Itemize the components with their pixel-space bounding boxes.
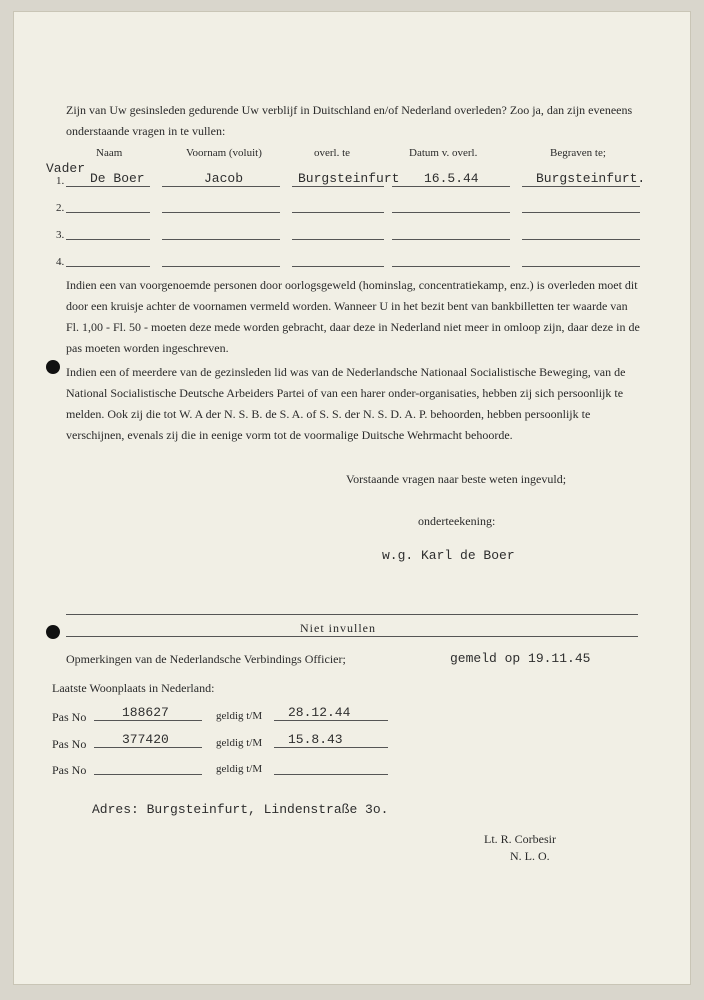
cell-overl-te: Burgsteinfurt (298, 171, 400, 186)
fill-line (66, 239, 150, 240)
side-label-vader: Vader (46, 161, 86, 176)
pass-number: 377420 (122, 732, 169, 747)
fill-line (162, 266, 280, 267)
fill-line (292, 186, 384, 187)
fill-line (292, 239, 384, 240)
header-overl-te: overl. te (314, 147, 351, 159)
row-number: 3. (56, 229, 65, 241)
instructions-war-victims: Indien een van voorgenoemde personen door oorlogsgeweld (hominslag, concentratiekamp, enz.) is overleden moet dit door een kruisje achter de voornamen vermeld worden. Wanneer U in het bezit bent van bankbilletten ter waarde van Fl. 1,00 - Fl. 50 - moeten deze mede worden gebracht, daar deze in Nederland niet meer in omloop zijn, daar deze in de pas moeten worden ingeschreven. (66, 278, 640, 355)
cell-datum: 16.5.44 (424, 171, 479, 186)
fill-line (274, 774, 388, 775)
pass-number: 188627 (122, 705, 169, 720)
punch-hole-top (46, 360, 60, 374)
valid-label: geldig t/M (216, 763, 263, 775)
pass-label: Pas No (52, 710, 87, 724)
official-heading: Niet invullen (300, 621, 376, 635)
fill-line (292, 266, 384, 267)
fill-line (274, 747, 388, 748)
fill-line (392, 212, 510, 213)
row-number: 1. (56, 175, 65, 187)
pass-label: Pas No (52, 763, 87, 777)
address-value: Adres: Burgsteinfurt, Lindenstraße 3o. (92, 802, 389, 817)
fill-line (162, 186, 280, 187)
fill-line (292, 212, 384, 213)
pass-valid-date: 15.8.43 (288, 732, 343, 747)
fill-line (66, 266, 150, 267)
section-divider (66, 636, 638, 637)
fill-line (392, 239, 510, 240)
header-begraven: Begraven te; (550, 147, 606, 159)
fill-line (522, 212, 640, 213)
valid-label: geldig t/M (216, 737, 263, 749)
header-naam: Naam (96, 147, 123, 159)
fill-line (66, 186, 150, 187)
fill-line (522, 186, 640, 187)
remarks-value: gemeld op 19.11.45 (450, 651, 591, 666)
row-number: 2. (56, 202, 65, 214)
intro-text: Zijn van Uw gesinsleden gedurende Uw verblijf in Duitschland en/of Nederland overleden? Zoo ja, dan zijn eveneens onderstaande vragen in te vullen: (66, 103, 633, 138)
cell-begraven: Burgsteinfurt. (536, 171, 646, 186)
last-address-label: Laatste Woonplaats in Nederland: (52, 681, 215, 695)
cell-voornaam: Jacob (204, 171, 244, 186)
fill-line (162, 212, 280, 213)
punch-hole-bottom (46, 625, 60, 639)
row-number: 4. (56, 256, 65, 268)
header-voornaam: Voornam (voluit) (186, 147, 262, 159)
fill-line (94, 774, 202, 775)
pass-valid-date: 28.12.44 (288, 705, 351, 720)
signature-label: onderteekening: (418, 514, 496, 528)
fill-line (94, 720, 202, 721)
cell-naam: De Boer (90, 171, 145, 186)
fill-line (274, 720, 388, 721)
fill-line (392, 266, 510, 267)
fill-line (94, 747, 202, 748)
instructions-nsb-members: Indien een of meerdere van de gezinsleden lid was van de Nederlandsche Nationaal Socialistische Beweging, van de National Socialistische Deutsche Arbeiders Partei of van een harer onder-organisaties, hebben zij sich persoonlijk te melden. Ook zij die tot W. A der N. S. B. de S. A. of S. S. der N. S. D. A. P. behoorden, hebben persoonlijk te verschijnen, evenals zij die in eenige vorm tot de voormalige Duitsche Wehrmacht behoorde. (66, 365, 626, 442)
fill-line (522, 239, 640, 240)
signature-value: w.g. Karl de Boer (382, 548, 515, 563)
officer-name: Lt. R. Corbesir (484, 832, 556, 846)
remarks-label: Opmerkingen van de Nederlandsche Verbindings Officier; (66, 652, 346, 666)
valid-label: geldig t/M (216, 710, 263, 722)
fill-line (66, 212, 150, 213)
officer-title: N. L. O. (510, 849, 550, 863)
header-datum: Datum v. overl. (409, 147, 478, 159)
fill-line (162, 239, 280, 240)
section-divider (66, 614, 638, 615)
declaration-text: Vorstaande vragen naar beste weten ingevuld; (346, 472, 567, 486)
pass-label: Pas No (52, 737, 87, 751)
fill-line (392, 186, 510, 187)
fill-line (522, 266, 640, 267)
